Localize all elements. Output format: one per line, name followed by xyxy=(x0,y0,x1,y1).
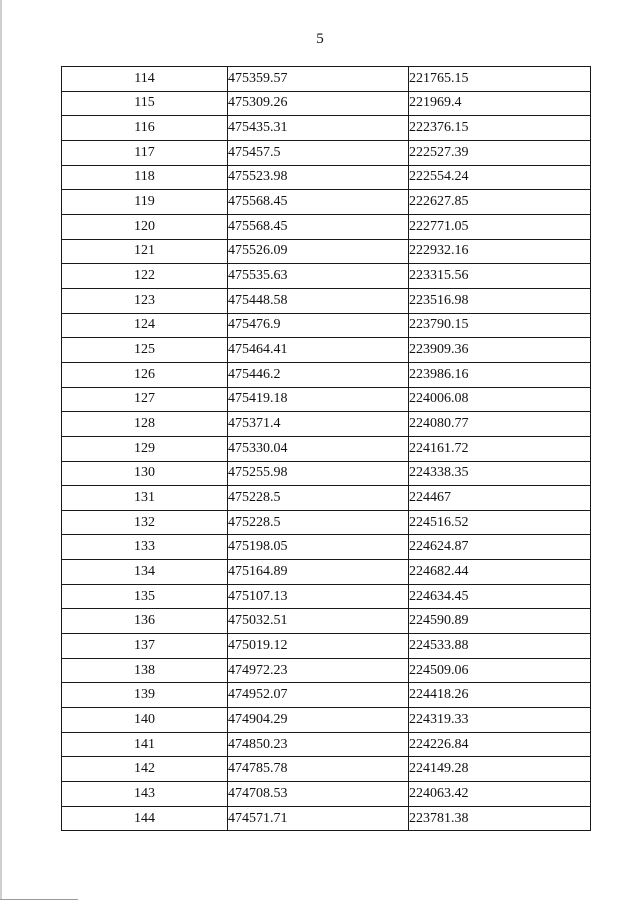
point-number-cell: 126 xyxy=(62,362,228,387)
x-coordinate-cell: 475523.98 xyxy=(228,165,409,190)
table-row xyxy=(62,658,591,683)
coordinates-table xyxy=(61,66,591,831)
x-coordinate-cell: 475198.05 xyxy=(228,535,409,560)
y-coordinate-cell: 223909.36 xyxy=(409,338,591,363)
x-coordinate-cell: 475164.89 xyxy=(228,560,409,585)
x-coordinate-cell: 475255.98 xyxy=(228,461,409,486)
table-row xyxy=(62,486,591,511)
table-row xyxy=(62,634,591,659)
y-coordinate-cell: 224590.89 xyxy=(409,609,591,634)
y-coordinate-cell: 222527.39 xyxy=(409,140,591,165)
y-coordinate-cell: 224080.77 xyxy=(409,412,591,437)
point-number-cell: 136 xyxy=(62,609,228,634)
table-row xyxy=(62,214,591,239)
x-coordinate-cell: 475371.4 xyxy=(228,412,409,437)
y-coordinate-cell: 224338.35 xyxy=(409,461,591,486)
x-coordinate-cell: 475464.41 xyxy=(228,338,409,363)
x-coordinate-cell: 475526.09 xyxy=(228,239,409,264)
point-number-cell: 130 xyxy=(62,461,228,486)
point-number-cell: 125 xyxy=(62,338,228,363)
y-coordinate-cell: 224634.45 xyxy=(409,584,591,609)
point-number-cell: 140 xyxy=(62,708,228,733)
point-number-cell: 123 xyxy=(62,288,228,313)
table-row xyxy=(62,757,591,782)
y-coordinate-cell: 224516.52 xyxy=(409,510,591,535)
table-row xyxy=(62,436,591,461)
table-row xyxy=(62,806,591,831)
y-coordinate-cell: 224624.87 xyxy=(409,535,591,560)
point-number-cell: 119 xyxy=(62,190,228,215)
x-coordinate-cell: 475568.45 xyxy=(228,214,409,239)
y-coordinate-cell: 223781.38 xyxy=(409,806,591,831)
y-coordinate-cell: 223315.56 xyxy=(409,264,591,289)
y-coordinate-cell: 224509.06 xyxy=(409,658,591,683)
x-coordinate-cell: 475535.63 xyxy=(228,264,409,289)
point-number-cell: 127 xyxy=(62,387,228,412)
point-number-cell: 132 xyxy=(62,510,228,535)
x-coordinate-cell: 475330.04 xyxy=(228,436,409,461)
y-coordinate-cell: 224149.28 xyxy=(409,757,591,782)
point-number-cell: 117 xyxy=(62,140,228,165)
point-number-cell: 129 xyxy=(62,436,228,461)
table-row xyxy=(62,67,591,92)
point-number-cell: 114 xyxy=(62,67,228,92)
y-coordinate-cell: 224418.26 xyxy=(409,683,591,708)
table-row xyxy=(62,165,591,190)
x-coordinate-cell: 475107.13 xyxy=(228,584,409,609)
scan-edge-left xyxy=(0,0,2,900)
y-coordinate-cell: 224533.88 xyxy=(409,634,591,659)
point-number-cell: 139 xyxy=(62,683,228,708)
x-coordinate-cell: 475019.12 xyxy=(228,634,409,659)
y-coordinate-cell: 222932.16 xyxy=(409,239,591,264)
page-number: 5 xyxy=(316,31,324,47)
point-number-cell: 134 xyxy=(62,560,228,585)
x-coordinate-cell: 475359.57 xyxy=(228,67,409,92)
y-coordinate-cell: 223986.16 xyxy=(409,362,591,387)
table-row xyxy=(62,609,591,634)
x-coordinate-cell: 474708.53 xyxy=(228,782,409,807)
table-row xyxy=(62,461,591,486)
table-row xyxy=(62,387,591,412)
x-coordinate-cell: 475446.2 xyxy=(228,362,409,387)
table-row xyxy=(62,140,591,165)
y-coordinate-cell: 224063.42 xyxy=(409,782,591,807)
y-coordinate-cell: 221765.15 xyxy=(409,67,591,92)
point-number-cell: 128 xyxy=(62,412,228,437)
x-coordinate-cell: 475032.51 xyxy=(228,609,409,634)
point-number-cell: 115 xyxy=(62,91,228,116)
table-row xyxy=(62,313,591,338)
y-coordinate-cell: 224319.33 xyxy=(409,708,591,733)
x-coordinate-cell: 475568.45 xyxy=(228,190,409,215)
x-coordinate-cell: 475448.58 xyxy=(228,288,409,313)
table-row xyxy=(62,782,591,807)
table-row xyxy=(62,338,591,363)
point-number-cell: 120 xyxy=(62,214,228,239)
point-number-cell: 124 xyxy=(62,313,228,338)
x-coordinate-cell: 475228.5 xyxy=(228,510,409,535)
table-row xyxy=(62,683,591,708)
y-coordinate-cell: 223516.98 xyxy=(409,288,591,313)
point-number-cell: 141 xyxy=(62,732,228,757)
table-row xyxy=(62,288,591,313)
table-row xyxy=(62,190,591,215)
table-row xyxy=(62,91,591,116)
point-number-cell: 135 xyxy=(62,584,228,609)
x-coordinate-cell: 474952.07 xyxy=(228,683,409,708)
table-row xyxy=(62,362,591,387)
point-number-cell: 118 xyxy=(62,165,228,190)
x-coordinate-cell: 475457.5 xyxy=(228,140,409,165)
table-row xyxy=(62,732,591,757)
x-coordinate-cell: 474904.29 xyxy=(228,708,409,733)
table-row xyxy=(62,584,591,609)
y-coordinate-cell: 224682.44 xyxy=(409,560,591,585)
y-coordinate-cell: 222627.85 xyxy=(409,190,591,215)
y-coordinate-cell: 224467 xyxy=(409,486,591,511)
table-row xyxy=(62,535,591,560)
table-row xyxy=(62,239,591,264)
point-number-cell: 144 xyxy=(62,806,228,831)
table-row xyxy=(62,264,591,289)
x-coordinate-cell: 475476.9 xyxy=(228,313,409,338)
table-row xyxy=(62,412,591,437)
table-row xyxy=(62,510,591,535)
y-coordinate-cell: 224006.08 xyxy=(409,387,591,412)
x-coordinate-cell: 475228.5 xyxy=(228,486,409,511)
x-coordinate-cell: 474785.78 xyxy=(228,757,409,782)
point-number-cell: 131 xyxy=(62,486,228,511)
coordinates-table-body xyxy=(62,67,591,831)
y-coordinate-cell: 222771.05 xyxy=(409,214,591,239)
y-coordinate-cell: 222376.15 xyxy=(409,116,591,141)
point-number-cell: 143 xyxy=(62,782,228,807)
x-coordinate-cell: 474571.71 xyxy=(228,806,409,831)
x-coordinate-cell: 475419.18 xyxy=(228,387,409,412)
x-coordinate-cell: 474972.23 xyxy=(228,658,409,683)
point-number-cell: 121 xyxy=(62,239,228,264)
y-coordinate-cell: 224161.72 xyxy=(409,436,591,461)
point-number-cell: 142 xyxy=(62,757,228,782)
point-number-cell: 122 xyxy=(62,264,228,289)
y-coordinate-cell: 223790.15 xyxy=(409,313,591,338)
y-coordinate-cell: 221969.4 xyxy=(409,91,591,116)
table-row xyxy=(62,708,591,733)
point-number-cell: 133 xyxy=(62,535,228,560)
y-coordinate-cell: 222554.24 xyxy=(409,165,591,190)
x-coordinate-cell: 475309.26 xyxy=(228,91,409,116)
point-number-cell: 116 xyxy=(62,116,228,141)
table-row xyxy=(62,116,591,141)
x-coordinate-cell: 475435.31 xyxy=(228,116,409,141)
point-number-cell: 138 xyxy=(62,658,228,683)
point-number-cell: 137 xyxy=(62,634,228,659)
table-row xyxy=(62,560,591,585)
x-coordinate-cell: 474850.23 xyxy=(228,732,409,757)
y-coordinate-cell: 224226.84 xyxy=(409,732,591,757)
